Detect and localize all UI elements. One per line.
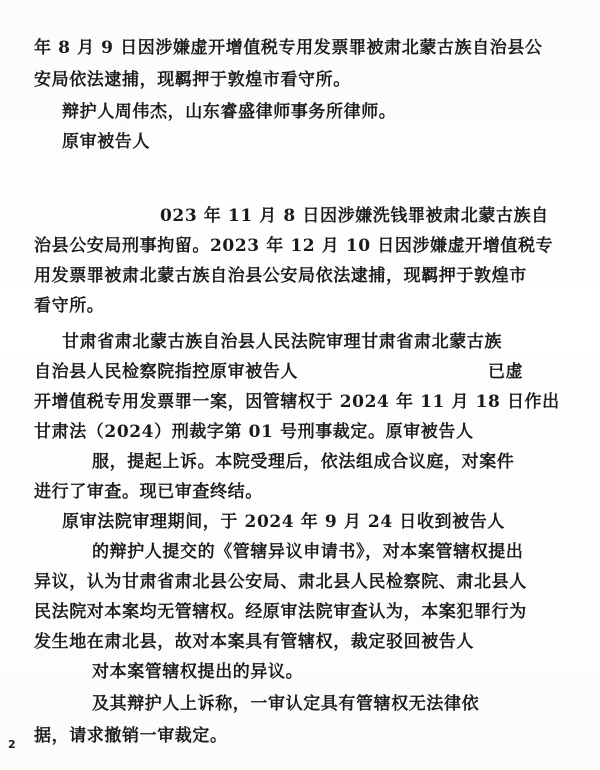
page-number: 2 [8, 738, 16, 751]
text-line: 的辩护人提交的《管辖异议申请书》，对本案管辖权提出 [92, 542, 524, 562]
text-line: 原审法院审理期间，于 2024 年 9 月 24 日收到被告人 [62, 512, 505, 532]
text-line: 自治县人民检察院指控原审被告人 [34, 362, 298, 382]
text-line: 服，提起上诉。本院受理后，依法组成合议庭，对案件 [92, 452, 515, 472]
text-line: 开增值税专用发票罪一案，因管辖权于 2024 年 11 月 18 日作出 [34, 392, 560, 412]
text-line: 据，请求撤销一审裁定。 [34, 726, 228, 746]
text-line: 民法院对本案均无管辖权。经原审法院审查认为，本案犯罪行为 [34, 602, 527, 622]
text-line: 用发票罪被肃北蒙古族自治县公安局依法逮捕，现羁押于敦煌市 [34, 266, 527, 286]
text-line: 甘肃省肃北蒙古族自治县人民法院审理甘肃省肃北蒙古族 [62, 332, 502, 352]
text-line: 看守所。 [34, 296, 105, 316]
text-line: 年 8 月 9 日因涉嫌虚开增值税专用发票罪被肃北蒙古族自治县公 [34, 38, 543, 58]
text-line: 进行了审查。现已审查终结。 [34, 482, 263, 502]
text-line: 及其辩护人上诉称，一审认定具有管辖权无法律依 [92, 694, 480, 714]
text-line: 安局依法逮捕，现羁押于敦煌市看守所。 [34, 70, 351, 90]
text-line: 发生地在肃北县，故对本案具有管辖权，裁定驳回被告人 [34, 632, 474, 652]
text-line: 023 年 11 月 8 日因涉嫌洗钱罪被肃北蒙古族自 [160, 206, 549, 226]
text-line: 已虚 [488, 362, 524, 382]
text-line: 治县公安局刑事拘留。2023 年 12 月 10 日因涉嫌虚开增值税专 [34, 236, 554, 256]
text-line: 异议，认为甘肃省肃北县公安局、肃北县人民检察院、肃北县人 [34, 572, 527, 592]
text-line: 辩护人周伟杰，山东睿盛律师事务所律师。 [62, 102, 397, 122]
text-line: 甘肃法（2024）刑裁字第 01 号刑事裁定。原审被告人 [34, 422, 474, 442]
text-line: 对本案管辖权提出的异议。 [92, 662, 304, 682]
text-line: 原审被告人 [62, 132, 150, 152]
